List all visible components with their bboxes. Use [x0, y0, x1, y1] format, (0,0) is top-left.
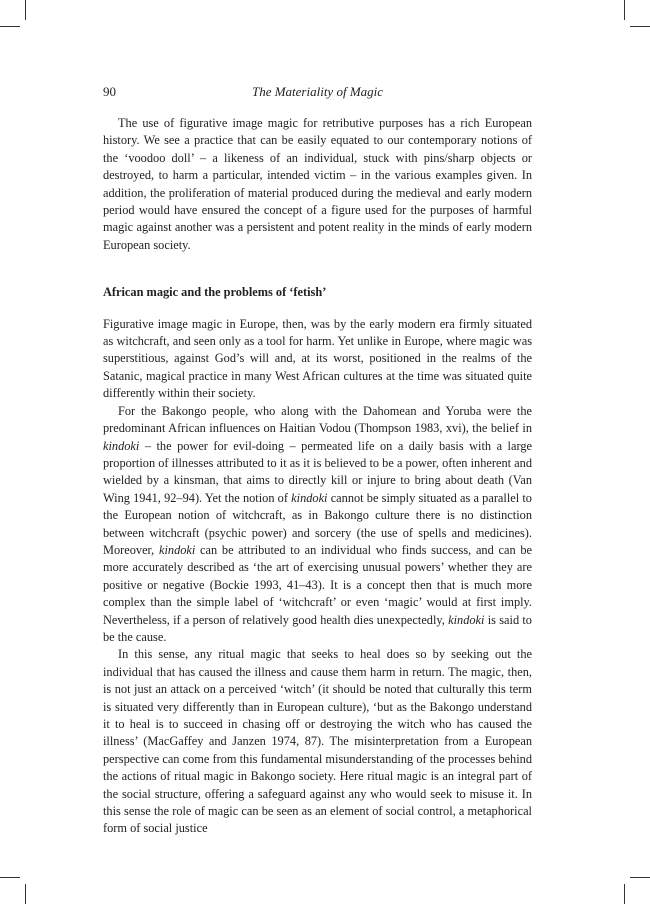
- italic-term: kindoki: [291, 490, 328, 505]
- crop-mark-top-right: [624, 0, 625, 20]
- page-number: 90: [103, 84, 116, 99]
- paragraph: Figurative image magic in Europe, then, was by the early modern era firmly situated as witchcraft, and seen only as a tool for harm. Yet unlike in Europe, where magic was superstitious, against God’s will and, at its worst, positioned in the realms of the Satanic, magical practice in many West African cultures at the time was situated quite differently within their society.: [103, 316, 532, 401]
- text-run: can be attributed to an individual who finds success, and can be more accurately described as ‘the art of exercising unusual powers’ whether they are positive or negative (Bockie 1993, 41–43). It is a concept then that is much more complex than the simple label of ‘witchcraft’ or even ‘magic’ would at first imply. Nevertheless, if a person of relatively good health dies unexpectedly,: [103, 542, 532, 627]
- paragraph: The use of figurative image magic for retributive purposes has a rich European history. We see a practice that can be easily equated to our contemporary notions of the ‘voodoo doll’ – a likeness of an individual, stuck with pins/sharp objects or destroyed, to harm a particular, intended victim – in the various examples given. In addition, the proliferation of material produced during the medieval and early modern period would have ensured the concept of a figure used for the purposes of harmful magic against another was a persistent and potent reality in the minds of early modern European society.: [103, 116, 532, 252]
- running-title: The Materiality of Magic: [251, 84, 384, 99]
- crop-mark-bottom-left: [25, 884, 26, 904]
- text-run: is said to be the cause.: [103, 612, 532, 644]
- paragraph: In this sense, any ritual magic that seeks to heal does so by seeking out the individual that has caused the illness and cause them harm in return. The magic, then, is not just an attack on a perceived ‘witch’ (it should be noted that culturally this term is situated very differently than in European culture), ‘but as the Bakongo understand it to heal is to succeed in chasing off or destroying the witch who has caused the illness’ (MacGaffey and Janzen 1974, 87). The misinterpretation from a European perspective can come from this fundamental misunderstanding of the processes behind the actions of ritual magic in Bakongo society. Here ritual magic is an integral part of the social structure, offering a safeguard against any who would seek to misuse it. In this sense the role of magic can be seen as an element of social control, a metaphorical form of social justice: [103, 647, 532, 836]
- paragraph: [103, 403, 532, 647]
- text-run: – the power for evil-doing – permeated life on a daily basis with a large proportion of illnesses attributed to it as it is believed to be a power, often inherent and wielded by a kinsman, that aims to directly kill or injure to bring about death (Van Wing 1941, 92–94). Yet the notion of: [103, 438, 532, 505]
- crop-mark-bottom-left: [0, 877, 20, 878]
- italic-term: kindoki: [448, 612, 485, 627]
- text-run: cannot be simply situated as a parallel to the European notion of witchcraft, as in Bakongo culture there is no distinction between witchcraft (psychic power) and sorcery (the use of spells and medicines). Moreover,: [103, 490, 532, 557]
- crop-mark-top-left: [25, 0, 26, 20]
- text-run: For the Bakongo people, who along with the Dahomean and Yoruba were the predominant African influences on Haitian Vodou (Thompson 1983, xvi), the belief in: [103, 403, 532, 436]
- crop-mark-bottom-right: [624, 884, 625, 904]
- crop-mark-bottom-right: [630, 877, 650, 878]
- page-header: [103, 84, 532, 100]
- italic-term: kindoki: [103, 438, 140, 453]
- crop-mark-top-left: [0, 26, 20, 27]
- section-heading: African magic and the problems of ‘fetish’: [103, 285, 327, 300]
- body-text: [103, 115, 532, 838]
- crop-mark-top-right: [630, 26, 650, 27]
- italic-term: kindoki: [158, 542, 196, 557]
